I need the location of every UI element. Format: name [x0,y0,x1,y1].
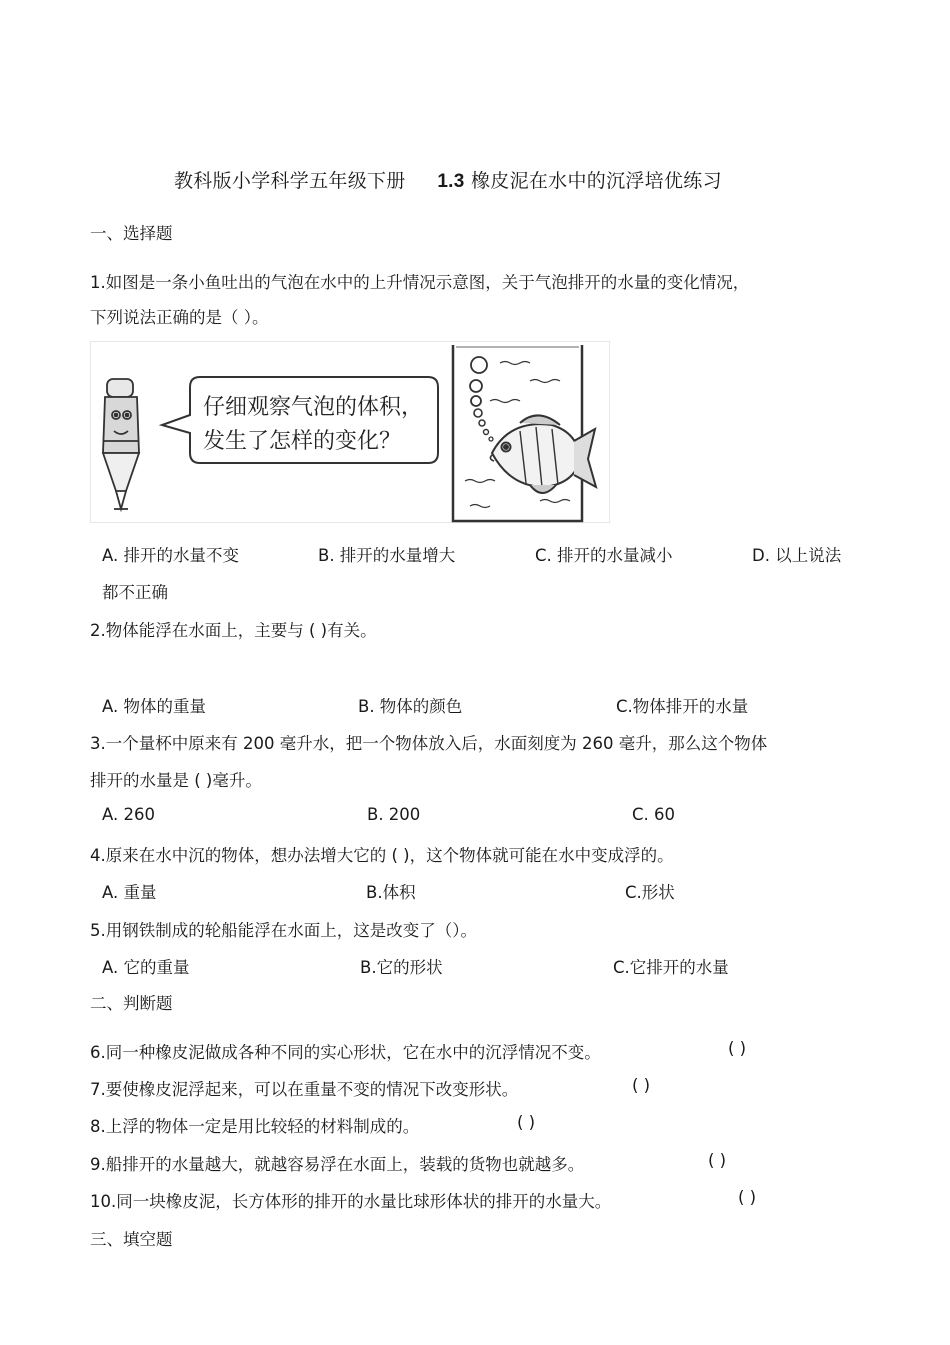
judge-item-6: 6.同一种橡皮泥做成各种不同的实心形状，它在水中的沉浮情况不变。 [90,1043,601,1062]
q4-option-b: B.体积 [366,883,416,902]
q2-option-c: C.物体排开的水量 [616,697,749,716]
q2-option-a: A. 物体的重量 [102,697,206,716]
q1-option-c: C. 排开的水量减小 [535,546,673,565]
q1-option-d-continued: 都不正确 [102,583,168,602]
judge-answer-paren-7: ( ) [632,1076,651,1095]
q1-option-b: B. 排开的水量增大 [318,546,456,565]
q1-figure [90,341,610,523]
title-prefix: 教科版小学科学五年级下册 [174,170,406,192]
q1-stem-line1: 1.如图是一条小鱼吐出的气泡在水中的上升情况示意图，关于气泡排开的水量的变化情况， [90,273,750,292]
q2-stem: 2.物体能浮在水面上，主要与 ( )有关。 [90,621,377,640]
q4-stem: 4.原来在水中沉的物体，想办法增大它的 ( )，这个物体就可能在水中变成浮的。 [90,846,674,865]
q3-option-c: C. 60 [632,805,676,824]
q4-option-a: A. 重量 [102,883,157,902]
q1-option-d: D. 以上说法 [752,546,842,565]
section-heading-choice: 一、选择题 [90,224,173,243]
q1-stem-line2: 下列说法正确的是（ ）。 [90,308,269,327]
q3-option-a: A. 260 [102,805,155,824]
judge-answer-paren-10: ( ) [738,1188,757,1207]
q5-stem: 5.用钢铁制成的轮船能浮在水面上，这是改变了（）。 [90,921,477,940]
judge-answer-paren-6: ( ) [728,1039,747,1058]
judge-item-9: 9.船排开的水量越大，就越容易浮在水面上，装载的货物也就越多。 [90,1155,585,1174]
title-number: 1.3 [437,171,465,192]
q4-option-c: C.形状 [625,883,675,902]
judge-item-7: 7.要使橡皮泥浮起来，可以在重量不变的情况下改变形状。 [90,1080,519,1099]
page-title [174,166,722,193]
section-heading-fill: 三、填空题 [90,1230,173,1249]
q3-stem-line2: 排开的水量是 ( )毫升。 [90,771,262,790]
judge-item-8: 8.上浮的物体一定是用比较轻的材料制成的。 [90,1117,420,1136]
q3-option-b: B. 200 [367,805,421,824]
q3-stem-line1: 3.一个量杯中原来有 200 毫升水，把一个物体放入后，水面刻度为 260 毫升，那么这个物体 [90,734,768,753]
q5-option-b: B.它的形状 [360,958,443,977]
speech-line-2: 发生了怎样的变化？ [203,429,402,454]
q5-option-a: A. 它的重量 [102,958,190,977]
judge-item-10: 10.同一块橡皮泥，长方体形的排开的水量比球形体状的排开的水量大。 [90,1192,612,1211]
q2-option-b: B. 物体的颜色 [358,697,463,716]
q1-option-a: A. 排开的水量不变 [102,546,239,565]
title-suffix: 橡皮泥在水中的沉浮培优练习 [470,170,722,192]
judge-answer-paren-9: ( ) [708,1151,727,1170]
speech-line-1: 仔细观察气泡的体积， [203,395,424,420]
judge-answer-paren-8: ( ) [517,1113,536,1132]
section-heading-judge: 二、判断题 [90,994,173,1013]
q5-option-c: C.它排开的水量 [613,958,729,977]
